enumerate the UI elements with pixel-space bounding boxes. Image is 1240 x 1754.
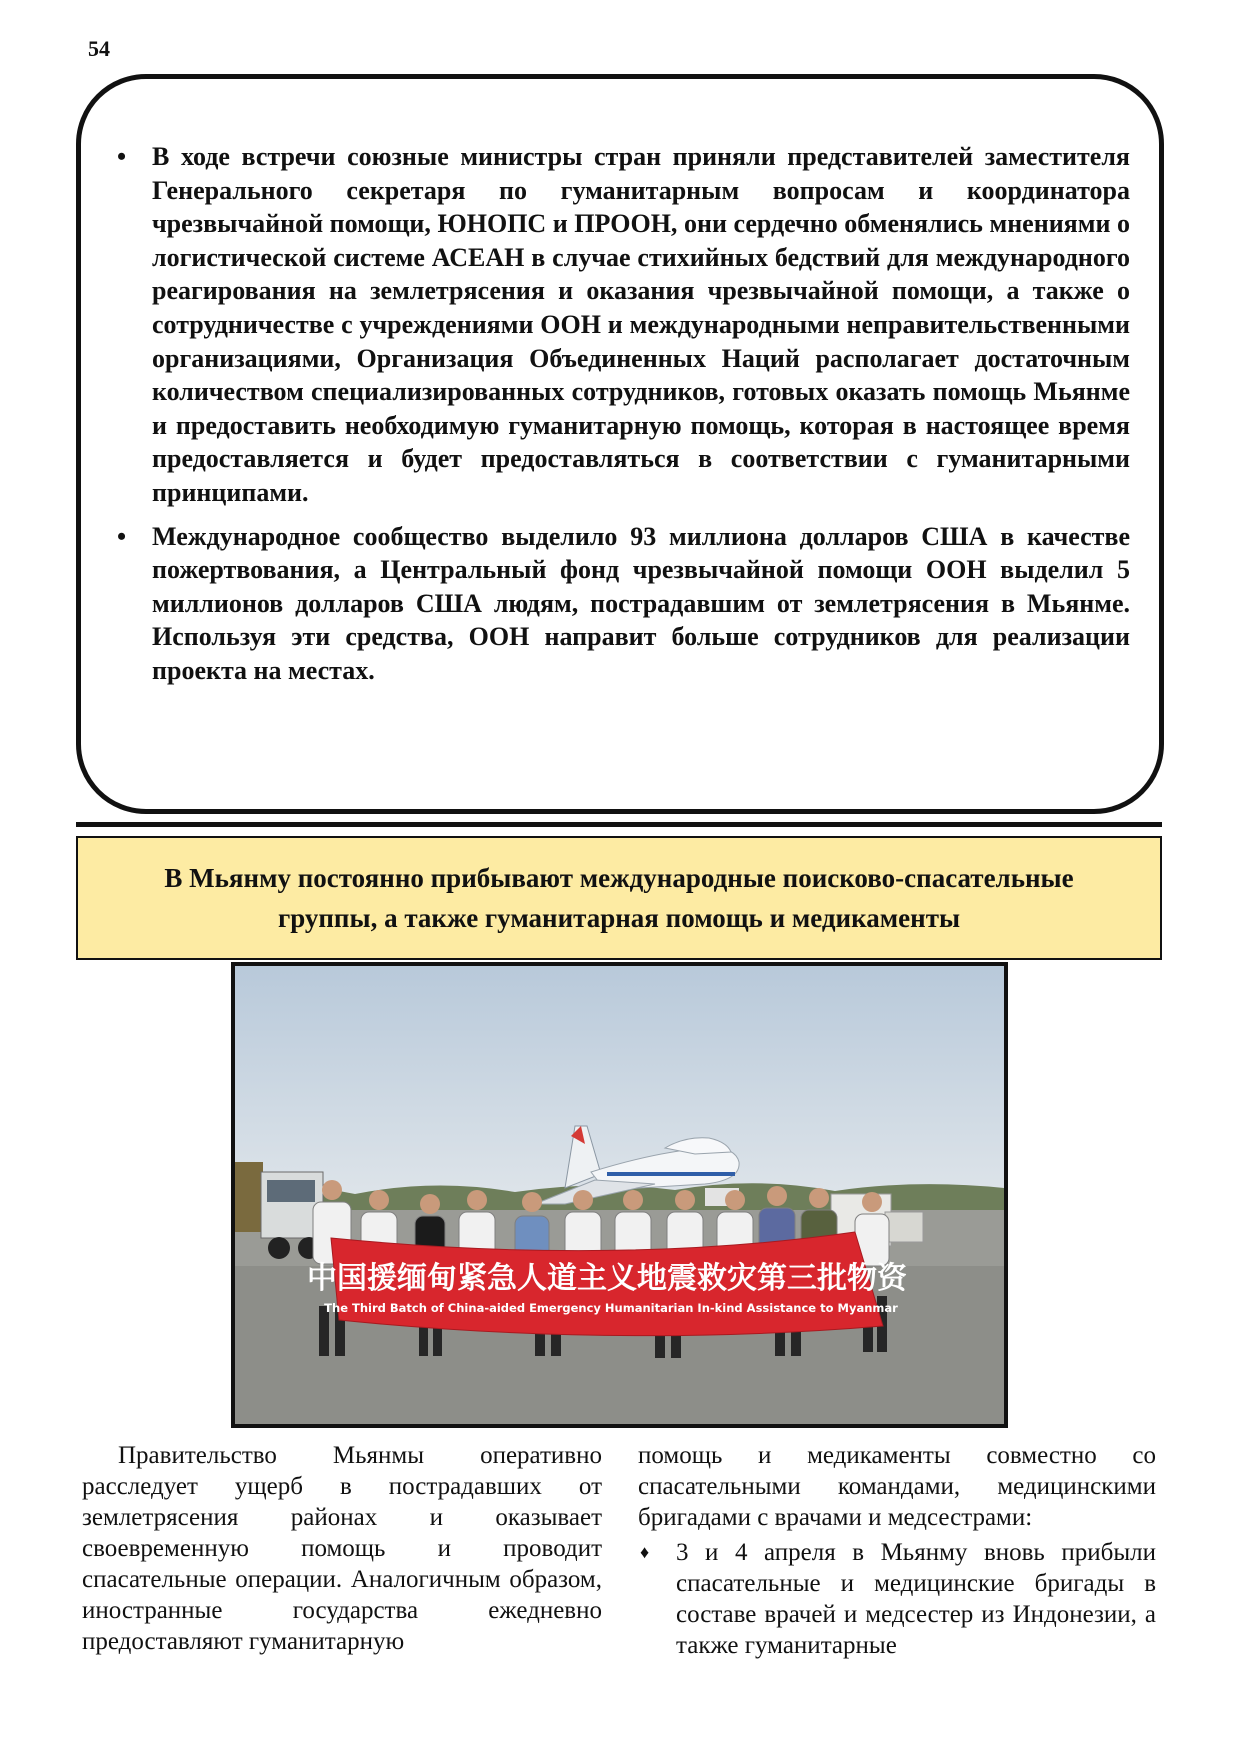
list-item: [638, 1537, 1156, 1661]
page-number: 54: [88, 36, 110, 61]
body-paragraph-right: помощь и медикаменты совместно со спасательными командами, медицинскими бригадами с врачами и медсестрами:: [638, 1442, 1156, 1531]
info-box-bullets: [112, 140, 1130, 698]
banner-en-text: The Third Batch of China-aided Emergency Humanitarian In-kind Assistance to Myanmar: [324, 1301, 898, 1315]
banner-cn-text: 中国援缅甸紧急人道主义地震救灾第三批物资: [307, 1261, 907, 1296]
bullet-marker: •: [117, 521, 127, 551]
aid-arrival-photo: [231, 962, 1008, 1428]
section-divider: [76, 822, 1162, 827]
bullet-item: [112, 140, 1130, 510]
bullet-marker: •: [117, 142, 127, 171]
body-column-right: [638, 1440, 1156, 1661]
list-item-text: 3 и 4 апреля в Мьянму вновь прибыли спасательные и медицинские бригады в составе врачей и медсестер из Индонезии, а также гуманитарные: [676, 1539, 1156, 1659]
headline-line-1: В Мьянму постоянно прибывают международные поисково-спасательные: [164, 863, 1074, 893]
section-headline: [76, 836, 1162, 960]
body-paragraph-left: Правительство Мьянмы оперативно расследует ущерб в пострадавших от землетрясения районах и оказывает своевременную помощь и проводит спасательные операции. Аналогичным образом, иностранные государства ежедневно предоставляют гуманитарную: [82, 1442, 602, 1655]
bullet-item: [112, 520, 1130, 688]
bullet-text: В ходе встречи союзные министры стран приняли представителей заместителя Генерального секретаря по гуманитарным вопросам и координатора чрезвычайной помощи, ЮНОПС и ПРООН, они сердечно обменялись мнениями о логистической системе АСЕАН в случае стихийных бедствий для международного реагирования на землетрясения и оказания чрезвычайной помощи, а также о сотрудничестве с учреждениями ООН и международными неправительственными организациями, Организация Объединенных Наций располагает достаточным количеством специализированных сотрудников, готовых оказать помощь Мьянме и предоставить необходимую гуманитарную помощь, которая в настоящее время предоставляется и будет предоставляться в соответствии с гуманитарными принципами.: [152, 142, 1130, 507]
diamond-bullet-icon: ♦: [640, 1542, 650, 1562]
bullet-text: Международное сообщество выделило 93 миллиона долларов США в качестве пожертвования, а Центральный фонд чрезвычайной помощи ООН выделил 5 миллионов долларов США людям, пострадавшим от землетрясения в Мьянме. Используя эти средства, ООН направит больше сотрудников для реализации проекта на местах.: [152, 521, 1130, 685]
body-column-left: [82, 1440, 602, 1657]
headline-line-2: группы, а также гуманитарная помощь и медикаменты: [277, 903, 961, 933]
